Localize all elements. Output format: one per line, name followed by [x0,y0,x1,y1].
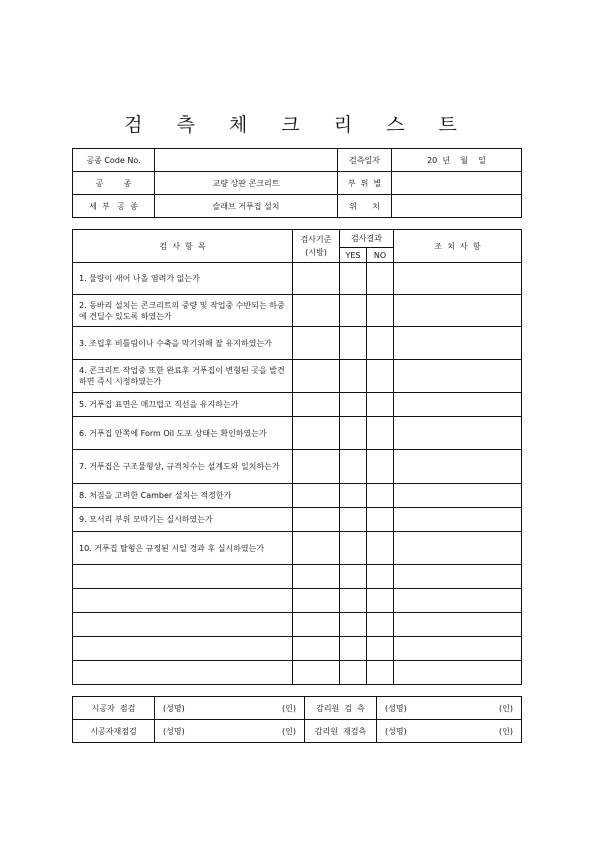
criteria-cell[interactable] [293,613,340,637]
supervisor-check-sign[interactable] [377,697,522,720]
col-action-header: 조 치 사 항 [394,230,522,263]
supervisor-recheck-label: 감리원 재검측 [305,720,377,743]
contractor-check-name: (성명) [163,703,185,713]
no-cell[interactable] [367,589,394,613]
table-row [73,589,522,613]
work-label: 공 종 [73,172,155,195]
no-cell[interactable] [367,508,394,532]
contractor-check-sign[interactable] [155,697,305,720]
check-item: 6. 거푸집 안쪽에 Form Oil 도포 상태는 확인하였는가 [73,417,293,450]
criteria-cell[interactable] [293,263,340,295]
action-cell[interactable] [394,589,522,613]
action-cell[interactable] [394,263,522,295]
action-cell[interactable] [394,661,522,685]
contractor-recheck-name: (성명) [163,726,185,736]
no-cell[interactable] [367,263,394,295]
no-cell[interactable] [367,613,394,637]
no-cell[interactable] [367,417,394,450]
no-cell[interactable] [367,393,394,417]
no-cell[interactable] [367,295,394,327]
action-cell[interactable] [394,532,522,565]
col-items-header: 검 사 항 목 [73,230,293,263]
supervisor-check-label: 감리원 검 측 [305,697,377,720]
criteria-cell[interactable] [293,327,340,360]
supervisor-check-seal: (인) [499,703,513,713]
contractor-recheck-seal: (인) [282,726,296,736]
criteria-cell[interactable] [293,532,340,565]
check-item: 4. 콘크리트 작업중 또한 완료후 거푸집이 변형된 곳을 발견하면 즉시 시정하였는가 [73,360,293,393]
part-field[interactable] [392,172,522,195]
check-item [73,661,293,685]
yes-cell[interactable] [340,393,367,417]
table-row [73,613,522,637]
contractor-check-label: 시공자 점검 [73,697,155,720]
col-no-header: NO [367,248,394,263]
code-label: 공종 Code No. [73,149,155,172]
yes-cell[interactable] [340,661,367,685]
header-row-work [73,172,522,195]
header-row-detail [73,195,522,218]
yes-cell[interactable] [340,295,367,327]
table-row [73,450,522,484]
check-item: 7. 거푸집은 구조물형상, 규격치수는 설계도와 일치하는가 [73,450,293,484]
criteria-cell[interactable] [293,508,340,532]
col-criteria-header: 검사기준 (시방) [293,230,340,263]
table-row [73,637,522,661]
supervisor-recheck-name: (성명) [385,726,407,736]
signature-table [72,696,522,743]
table-row [73,484,522,508]
table-row [73,417,522,450]
action-cell[interactable] [394,508,522,532]
action-cell[interactable] [394,393,522,417]
table-row [73,393,522,417]
header-info-table [72,148,522,218]
yes-cell[interactable] [340,360,367,393]
no-cell[interactable] [367,484,394,508]
yes-cell[interactable] [340,532,367,565]
contractor-recheck-label: 시공자재점검 [73,720,155,743]
yes-cell[interactable] [340,450,367,484]
check-item: 1. 물량이 새어 나올 염려가 없는가 [73,263,293,295]
yes-cell[interactable] [340,263,367,295]
date-label: 검측일자 [338,149,392,172]
work-field[interactable]: 교량 상판 콘크리트 [155,172,338,195]
action-cell[interactable] [394,327,522,360]
criteria-cell[interactable] [293,661,340,685]
checklist-head-row [73,230,522,248]
no-cell[interactable] [367,532,394,565]
check-item: 9. 모서리 부위 모따기는 실시하였는가 [73,508,293,532]
supervisor-recheck-sign[interactable] [377,720,522,743]
action-cell[interactable] [394,637,522,661]
criteria-cell[interactable] [293,417,340,450]
no-cell[interactable] [367,661,394,685]
location-label: 위 치 [338,195,392,218]
part-label: 부 위 별 [338,172,392,195]
check-item: 2. 동바리 설치는 콘크리트의 중량 및 작업중 수반되는 하중에 견딜수 있도록 하였는가 [73,295,293,327]
yes-cell[interactable] [340,565,367,589]
detail-label: 세 부 공 종 [73,195,155,218]
col-result-header: 검사결과 [340,230,394,248]
yes-cell[interactable] [340,589,367,613]
yes-cell[interactable] [340,637,367,661]
criteria-cell[interactable] [293,393,340,417]
no-cell[interactable] [367,450,394,484]
check-item [73,637,293,661]
criteria-cell[interactable] [293,360,340,393]
signature-row-1 [73,697,522,720]
criteria-cell[interactable] [293,484,340,508]
criteria-cell[interactable] [293,589,340,613]
table-row [73,327,522,360]
yes-cell[interactable] [340,327,367,360]
criteria-cell[interactable] [293,295,340,327]
no-cell[interactable] [367,637,394,661]
code-field[interactable] [155,149,338,172]
criteria-cell[interactable] [293,637,340,661]
yes-cell[interactable] [340,484,367,508]
table-row [73,565,522,589]
signature-row-2 [73,720,522,743]
supervisor-recheck-seal: (인) [499,726,513,736]
table-row [73,661,522,685]
checklist-table [72,229,522,685]
check-item [73,565,293,589]
no-cell[interactable] [367,565,394,589]
action-cell[interactable] [394,484,522,508]
action-cell[interactable] [394,565,522,589]
no-cell[interactable] [367,327,394,360]
check-item [73,589,293,613]
check-item: 10. 거푸집 탈형은 규정된 시일 경과 후 실시하였는가 [73,532,293,565]
checklist-body [73,263,522,685]
action-cell[interactable] [394,295,522,327]
yes-cell[interactable] [340,613,367,637]
table-row [73,295,522,327]
check-item: 5. 거푸집 표면은 매끄럽고 직선을 유지하는가 [73,393,293,417]
check-item: 3. 조립후 비틀림이나 수축을 막기위해 잘 유지하였는가 [73,327,293,360]
date-field[interactable]: 20 년 월 일 [392,149,522,172]
action-cell[interactable] [394,417,522,450]
criteria-cell[interactable] [293,450,340,484]
check-item: 8. 처짐을 고려한 Camber 설치는 적정한가 [73,484,293,508]
col-yes-header: YES [340,248,367,263]
supervisor-check-name: (성명) [385,703,407,713]
header-row-code [73,149,522,172]
location-field[interactable] [392,195,522,218]
contractor-check-seal: (인) [282,703,296,713]
table-row [73,263,522,295]
action-cell[interactable] [394,613,522,637]
yes-cell[interactable] [340,417,367,450]
detail-field[interactable]: 슬래브 거푸집 설치 [155,195,338,218]
action-cell[interactable] [394,450,522,484]
contractor-recheck-sign[interactable] [155,720,305,743]
criteria-cell[interactable] [293,565,340,589]
table-row [73,360,522,393]
yes-cell[interactable] [340,508,367,532]
table-row [73,532,522,565]
page-title: 검 측 체 크 리 스 트 [124,114,471,136]
action-cell[interactable] [394,360,522,393]
no-cell[interactable] [367,360,394,393]
check-item [73,613,293,637]
table-row [73,508,522,532]
